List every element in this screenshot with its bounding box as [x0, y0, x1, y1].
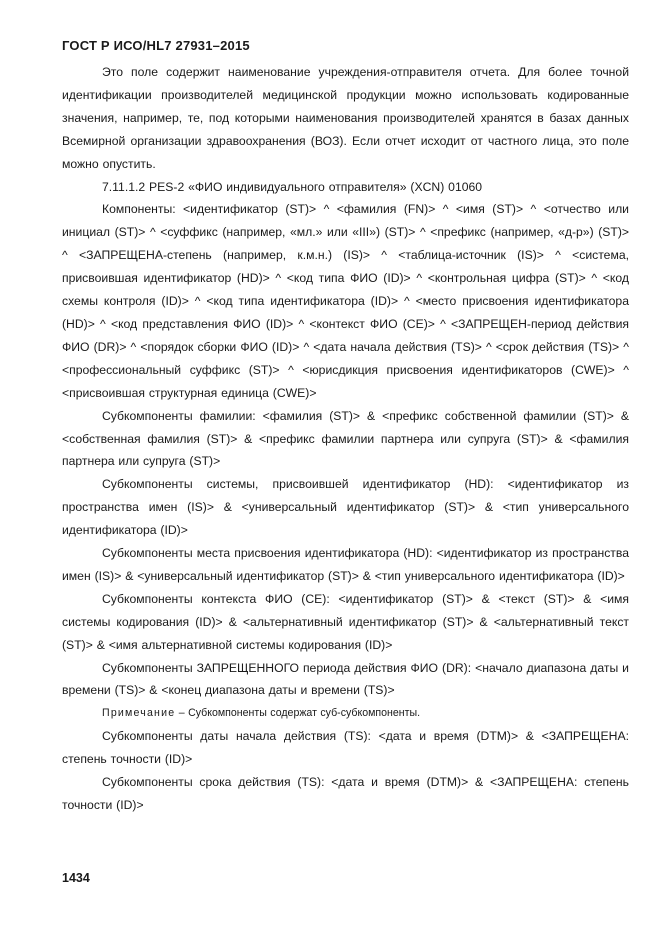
paragraph-field-description: Это поле содержит наименование учреждения-отправителя отчета. Для более точной идентификации производителей медицинской продукции можно использовать кодированные значения, например, те, под которыми наименования производителей хранятся в базах данных Всемирной организации здравоохранения (ВОЗ). Если отчет исходит от частного лица, это поле можно опустить. [62, 65, 629, 171]
paragraph-effective-date-subcomponents: Субкомпоненты даты начала действия (TS): <дата и время (DTM)> & <ЗАПРЕЩЕНА: степень точности (ID)> [62, 729, 629, 767]
paragraph-name-context-subcomponents: Субкомпоненты контекста ФИО (CE): <идентификатор (ST)> & <текст (ST)> & <имя системы кодирования (ID)> & <альтернативный идентификатор (ST)> & <альтернативный текст (ST)> & <имя альтернативной системы кодирования (ID)> [62, 591, 629, 652]
paragraph-components: Компоненты: <идентификатор (ST)> ^ <фамилия (FN)> ^ <имя (ST)> ^ <отчество или инициал (ST)> ^ <суффикс (например, «мл.» или «III») (ST)> ^ <префикс (например, «д-р») (ST)> ^ <ЗАПРЕЩЕНА-степень (например, к.м.н.) (IS)> ^ <таблица-источник (IS)> ^ <система, присвоившая идентификатор (HD)> ^ <код типа ФИО (ID)> ^ <контрольная цифра (ST)> ^ <код схемы контроля (ID)> ^ <код типа идентификатора (ID)> ^ <место присвоения идентификатора (HD)> ^ <код представления ФИО (ID)> ^ <контекст ФИО (CE)> ^ <ЗАПРЕЩЕН-период действия ФИО (DR)> ^ <порядок сборки ФИО (ID)> ^ <дата начала действия (TS)> ^ <срок действия (TS)> ^ <профессиональный суффикс (ST)> ^ <юрисдикция присвоения идентификаторов (CWE)> ^ <присвоившая структурная единица (CWE)> [62, 202, 629, 400]
note-label: Примечание [102, 707, 176, 720]
section-heading: 7.11.1.2 PES-2 «ФИО индивидуального отправителя» (XCN) 01060 [102, 179, 483, 194]
page-number: 1434 [62, 871, 90, 885]
paragraph-expiration-date-subcomponents: Субкомпоненты срока действия (TS): <дата и время (DTM)> & <ЗАПРЕЩЕНА: степень точности (ID)> [62, 775, 629, 812]
note-text: – Субкомпоненты содержат суб-субкомпоненты. [175, 707, 421, 720]
document-body [62, 61, 629, 817]
note [62, 702, 629, 725]
paragraph-name-validity-range-subcomponents: Субкомпоненты ЗАПРЕЩЕННОГО периода действия ФИО (DR): <начало диапазона даты и времени (TS)> & <конец диапазона даты и времени (TS)> [62, 660, 629, 698]
paragraph-assigning-system-subcomponents: Субкомпоненты системы, присвоившей идентификатор (HD): <идентификатор из пространства имен (IS)> & <универсальный идентификатор (ST)> & <тип универсального идентификатора (ID)> [62, 477, 629, 538]
paragraph-assigning-facility-subcomponents: Субкомпоненты места присвоения идентификатора (HD): <идентификатор из пространства имен (IS)> & <универсальный идентификатор (ST)> & <тип универсального идентификатора (ID)> [62, 546, 629, 583]
document-header: ГОСТ Р ИСО/HL7 27931–2015 [62, 38, 250, 53]
paragraph-surname-subcomponents: Субкомпоненты фамилии: <фамилия (ST)> & <префикс собственной фамилии (ST)> & <собственная фамилия (ST)> & <префикс фамилии партнера или супруга (ST)> & <фамилия партнера или супруга (ST)> [62, 408, 629, 469]
